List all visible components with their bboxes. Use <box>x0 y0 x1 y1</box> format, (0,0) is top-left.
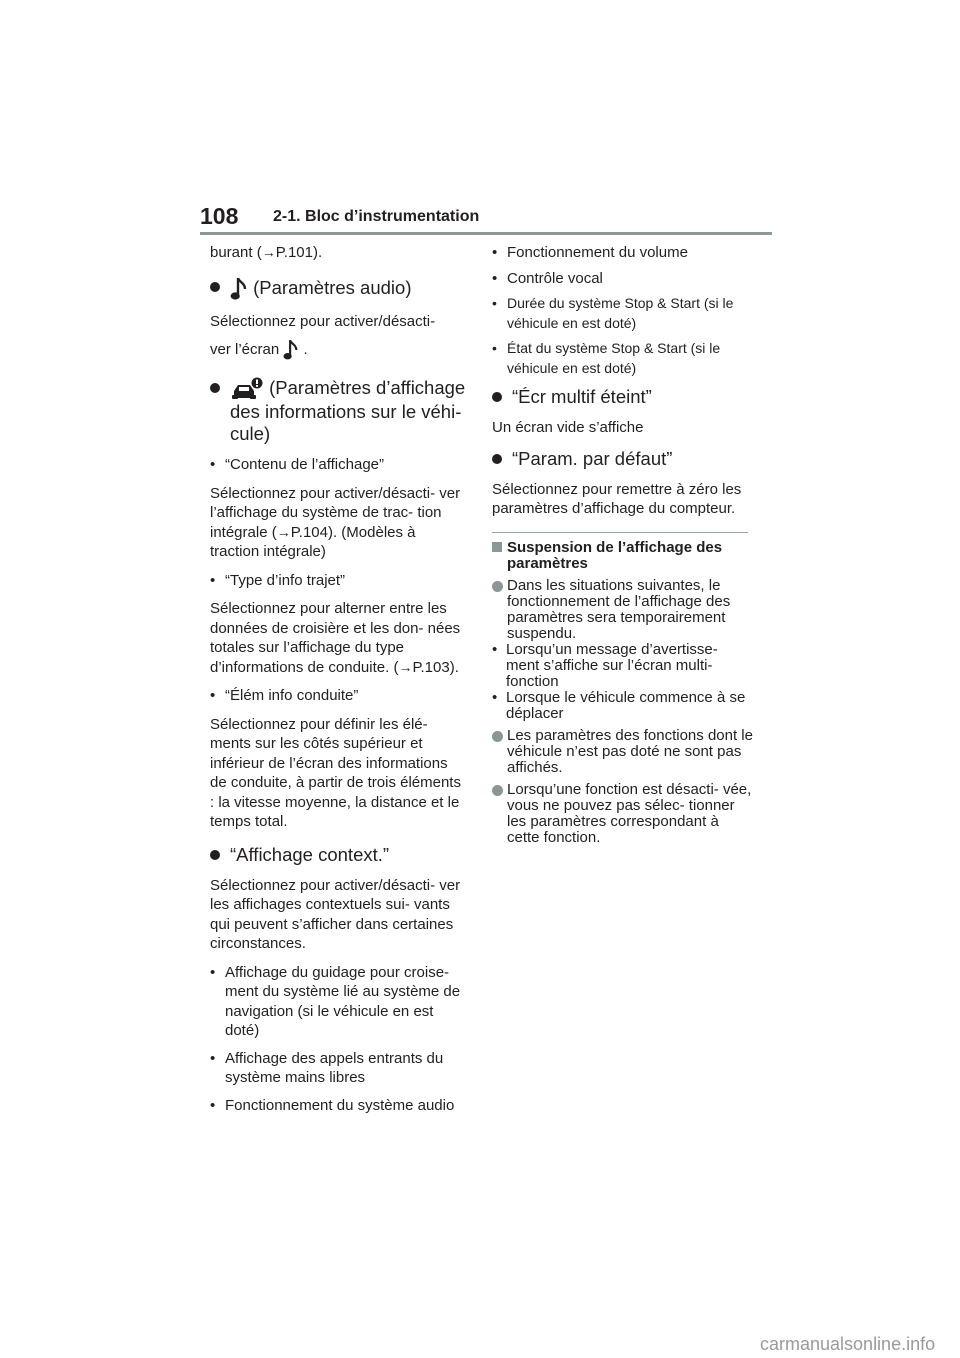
page-reference[interactable]: P.101 <box>275 244 313 261</box>
bullet-item: • État du système Stop & Start (si le véhicule en est doté) <box>492 340 721 376</box>
bullet-dot-icon <box>210 282 220 292</box>
body-text: Sélectionnez pour définir les élé- ments sur les côtés supérieur et inférieur de l’écran des informations de conduite, à partir de trois éléments : la vitesse moyenne, la distance et le temps total. <box>210 715 461 831</box>
bullet-dot-icon <box>210 383 220 393</box>
sub-bullet-item: • Lorsqu’un message d’avertisse- ment s’affiche sur l’écran multi- fonction <box>492 640 718 690</box>
page-header <box>200 200 772 240</box>
section-title: 2-1. Bloc d’instrumentation <box>273 208 480 225</box>
body-text: Sélectionnez pour activer/désacti- ver les affichages contextuels sui- vants qui peuvent s’afficher dans certaines circonstances. <box>210 876 461 953</box>
body-text: Un écran vide s’affiche <box>492 419 644 436</box>
bullet-item: • “Contenu de l’affichage” <box>210 456 384 474</box>
arrow-icon: → <box>261 244 276 260</box>
bullet-item: • Contrôle vocal <box>492 269 603 287</box>
vehicle-info-icon <box>230 377 264 401</box>
bullet-item: • Fonctionnement du volume <box>492 244 688 261</box>
left-column <box>210 240 468 1115</box>
bullet-item: • Durée du système Stop & Start (si le véhicule en est doté) <box>492 295 734 331</box>
bullet-dot-icon <box>210 850 220 860</box>
section-divider <box>492 532 748 533</box>
watermark: carmanualsonline.info <box>760 1334 936 1354</box>
page-reference[interactable]: P.104 <box>290 523 328 541</box>
body-text: Sélectionnez pour activer/désacti- ver l’affichage du système de trac- tion intégrale (→P.104). (Modèles à traction intégrale) <box>210 484 461 561</box>
suspension-heading: Suspension de l’affichage des paramètres <box>492 540 754 572</box>
right-column <box>492 240 754 846</box>
vehicle-info-heading: (Paramètres d’affichage des informations sur le véhi- cule) <box>210 377 468 445</box>
bullet-item: • “Élém info conduite” <box>210 687 359 705</box>
arrow-icon: → <box>276 523 291 540</box>
continued-text: burant (→P.101). <box>210 244 323 261</box>
square-bullet-icon <box>492 542 502 552</box>
music-note-icon <box>230 276 248 302</box>
note-dot-icon <box>492 581 503 592</box>
page-number: 108 <box>200 203 239 229</box>
bullet-item: • “Type d’info trajet” <box>210 571 346 589</box>
default-settings-heading: “Param. par défaut” <box>492 448 754 470</box>
body-text: Sélectionnez pour alterner entre les données de croisière et les don- nées totales sur l’affichage du type d’informations de conduite. (→P.103). <box>210 600 461 676</box>
bullet-item: • Affichage du guidage pour croise- ment du système lié au système de navigation (si le véhicule en est doté) <box>210 963 461 1040</box>
music-note-icon <box>283 337 299 363</box>
bullet-dot-icon <box>492 454 502 464</box>
note-dot-icon <box>492 785 503 796</box>
header-rule <box>200 232 772 235</box>
sub-bullet-item: • Lorsque le véhicule commence à se déplacer <box>492 688 746 722</box>
note-item: Lorsqu’une fonction est désacti- vée, vous ne pouvez pas sélec- tionner les paramètres correspondant à cette fonction. <box>492 782 754 846</box>
bullet-item: • Fonctionnement du système audio <box>210 1096 455 1114</box>
bullet-item: • Affichage des appels entrants du système mains libres <box>210 1049 444 1087</box>
arrow-icon: → <box>398 658 413 675</box>
context-display-heading: “Affichage context.” <box>210 844 468 866</box>
body-text: Sélectionnez pour remettre à zéro les paramètres d’affichage du compteur. <box>492 480 742 517</box>
note-item: Dans les situations suivantes, le fonctionnement de l’affichage des paramètres sera temporairement suspendu. <box>492 578 754 642</box>
note-item: Les paramètres des fonctions dont le véhicule n’est pas doté ne sont pas affichés. <box>492 728 754 776</box>
page-reference[interactable]: P.103 <box>412 658 450 676</box>
audio-settings-heading: (Paramètres audio) <box>210 276 468 302</box>
note-dot-icon <box>492 731 503 742</box>
audio-settings-text: Sélectionnez pour activer/désacti- ver l’écran . <box>210 312 468 364</box>
bullet-dot-icon <box>492 392 502 402</box>
multi-screen-off-heading: “Écr multif éteint” <box>492 386 754 408</box>
